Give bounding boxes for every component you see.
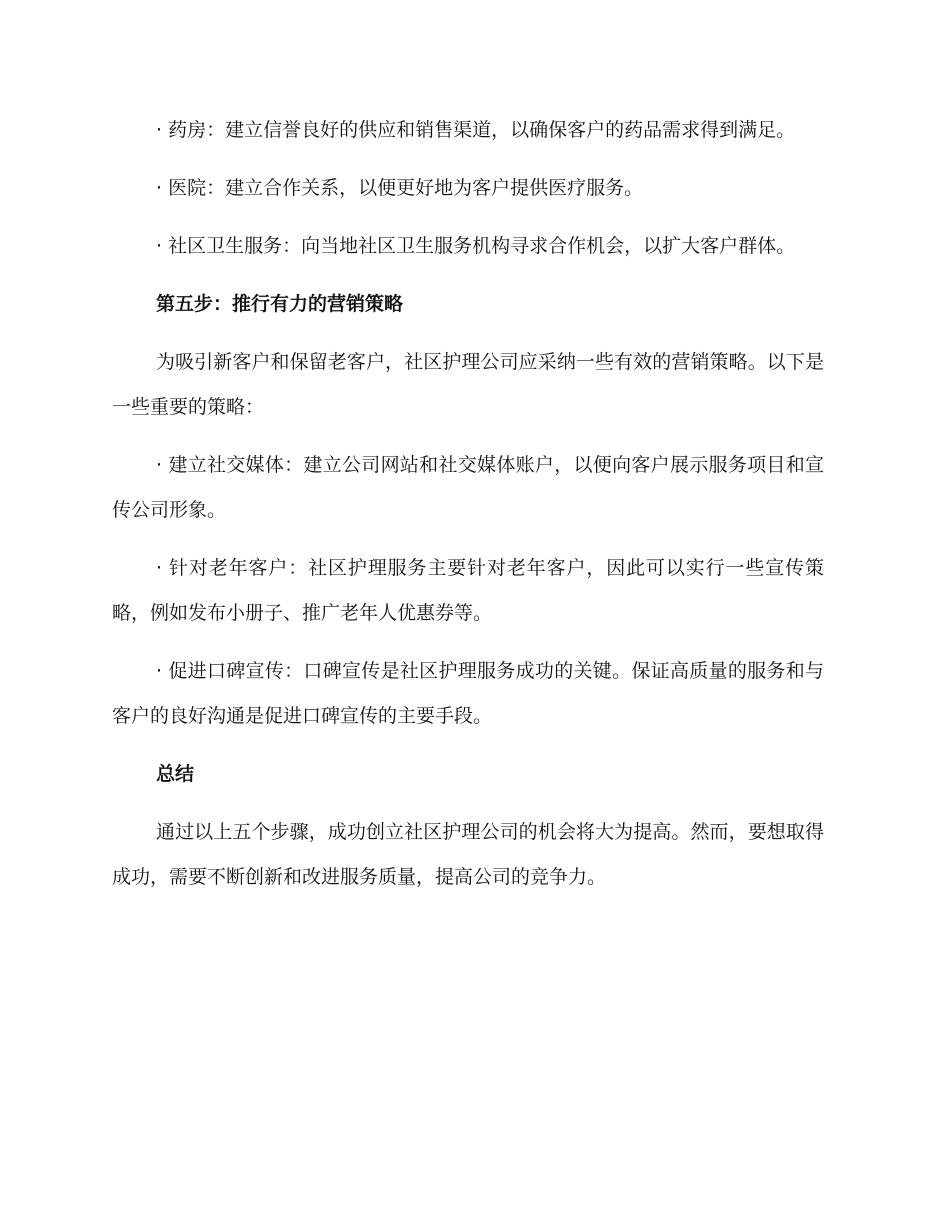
bullet-word-of-mouth: · 促进口碑宣传：口碑宣传是社区护理服务成功的关键。保证高质量的服务和与客户的良好沟通是促进口碑宣传的主要手段。: [112, 660, 824, 727]
bullet-pharmacy: · 药房：建立信誉良好的供应和销售渠道，以确保客户的药品需求得到满足。: [156, 119, 796, 141]
section-heading-summary: 总结: [156, 763, 195, 785]
summary-paragraph: 通过以上五个步骤，成功创立社区护理公司的机会将大为提高。然而，要想取得成功，需要不断创新和改进服务质量，提高公司的竞争力。: [112, 821, 824, 888]
bullet-community-health-service: · 社区卫生服务：向当地社区卫生服务机构寻求合作机会，以扩大客户群体。: [156, 235, 796, 257]
section-heading-step-five: 第五步：推行有力的营销策略: [156, 293, 404, 315]
document-page: [112, 108, 824, 913]
bullet-hospital: · 医院：建立合作关系，以便更好地为客户提供医疗服务。: [156, 177, 644, 199]
bullet-social-media: · 建立社交媒体：建立公司网站和社交媒体账户，以便向客户展示服务项目和宣传公司形象。: [112, 454, 824, 521]
marketing-intro-paragraph: 为吸引新客户和保留老客户，社区护理公司应采纳一些有效的营销策略。以下是一些重要的策略：: [112, 351, 824, 418]
bullet-elderly-clients: · 针对老年客户：社区护理服务主要针对老年客户，因此可以实行一些宣传策略，例如发布小册子、推广老年人优惠券等。: [112, 557, 824, 624]
